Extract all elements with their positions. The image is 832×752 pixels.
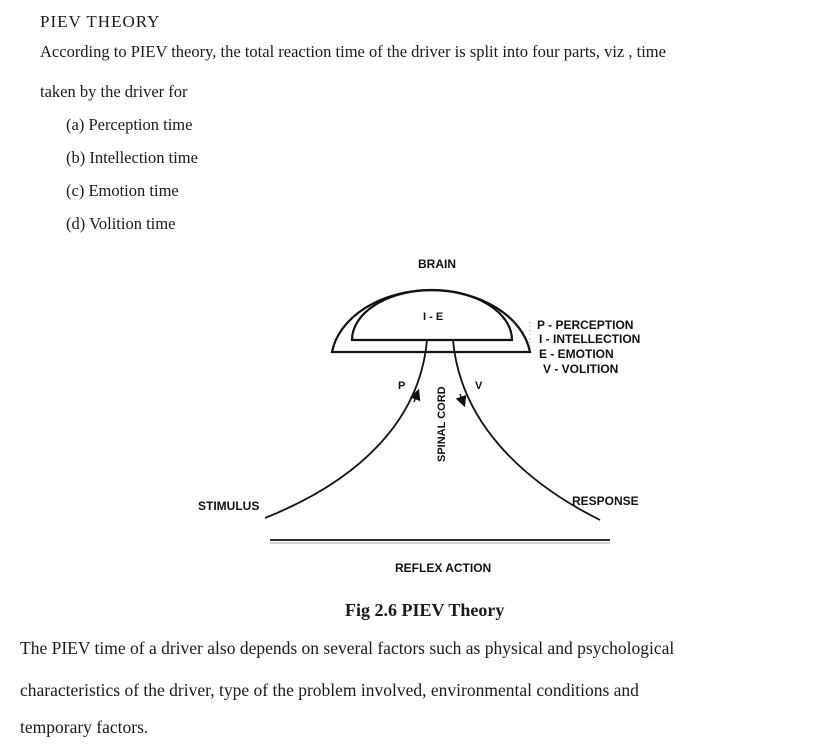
section-heading: PIEV THEORY bbox=[40, 12, 161, 31]
response-label: RESPONSE bbox=[572, 494, 639, 508]
figure-caption: Fig 2.6 PIEV Theory bbox=[345, 600, 505, 620]
body-line-2: characteristics of the driver, type of the problem involved, environmental conditions and bbox=[20, 680, 639, 700]
list-item-perception: (a) Perception time bbox=[66, 115, 193, 134]
stimulus-label: STIMULUS bbox=[198, 499, 260, 513]
legend-perception: P - PERCEPTION bbox=[537, 318, 634, 332]
list-item-emotion: (c) Emotion time bbox=[66, 181, 179, 200]
v-arrow bbox=[460, 394, 463, 402]
v-label: V bbox=[475, 380, 483, 392]
perception-path bbox=[265, 340, 427, 518]
intro-line-1: According to PIEV theory, the total reaction time of the driver is split into four parts, viz , time bbox=[40, 42, 666, 61]
legend-volition: V - VOLITION bbox=[543, 362, 619, 376]
list-item-intellection: (b) Intellection time bbox=[66, 148, 198, 167]
spinal-cord-label: SPINAL CORD bbox=[436, 386, 448, 462]
body-line-1: The PIEV time of a driver also depends on several factors such as physical and psychological bbox=[20, 638, 675, 658]
legend-emotion: E - EMOTION bbox=[539, 347, 614, 361]
list-item-volition: (d) Volition time bbox=[66, 214, 176, 233]
body-line-3: temporary factors. bbox=[20, 717, 149, 737]
intro-line-2: taken by the driver for bbox=[40, 82, 188, 101]
p-arrow bbox=[414, 394, 417, 402]
ie-label: I - E bbox=[423, 311, 444, 323]
brain-label: BRAIN bbox=[418, 257, 456, 271]
p-label: P bbox=[398, 380, 406, 392]
legend-intellection: I - INTELLECTION bbox=[539, 332, 641, 346]
reflex-action-label: REFLEX ACTION bbox=[395, 561, 492, 575]
